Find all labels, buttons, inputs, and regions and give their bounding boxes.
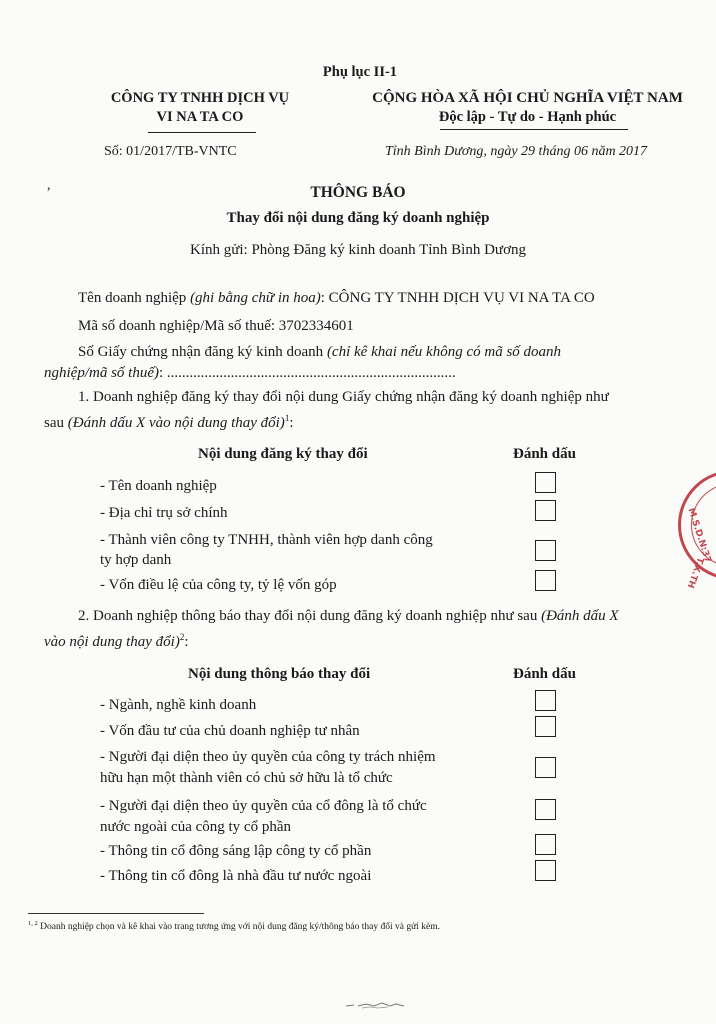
- tax-code-line: Mã số doanh nghiệp/Mã số thuế: 3702334601: [78, 318, 354, 334]
- s2-checkbox-rep-foreign[interactable]: [535, 799, 556, 820]
- company-name-line-2: VI NA TA CO: [156, 109, 244, 125]
- s1-checkbox-head-office[interactable]: [535, 500, 556, 521]
- s1-row-members-2: ty hợp danh: [100, 552, 172, 568]
- s1-row-members-1: - Thành viên công ty TNHH, thành viên hợp danh công: [100, 532, 433, 548]
- company-name-value: : CÔNG TY TNHH DỊCH VỤ VI NA TA CO: [320, 290, 595, 306]
- section2-intro-text: 2. Doanh nghiệp thông báo thay đổi nội dung đăng ký doanh nghiệp như sau: [78, 608, 542, 624]
- section1-intro-2: [44, 408, 674, 434]
- section2-col-mark: Đánh dấu: [513, 666, 576, 682]
- s2-row-investment-capital: - Vốn đầu tư của chủ doanh nghiệp tư nhân: [100, 723, 360, 739]
- section2-col-content: Nội dung thông báo thay đổi: [188, 666, 371, 682]
- certificate-line-2: [44, 363, 674, 384]
- footnote-marks: 1, 2: [28, 920, 38, 927]
- national-motto: Độc lập - Tự do - Hạnh phúc: [438, 109, 617, 125]
- national-heading: [355, 89, 700, 127]
- s2-checkbox-founding-shareholders[interactable]: [535, 834, 556, 855]
- s2-row-rep-foreign-1: - Người đại diện theo ủy quyền của cổ đông là tổ chức: [100, 798, 427, 814]
- notice-title: THÔNG BÁO: [310, 184, 406, 201]
- section2-hint-2: vào nội dung thay đổi): [44, 634, 180, 650]
- section1-col-content: Nội dung đăng ký thay đổi: [198, 446, 368, 462]
- s2-checkbox-business-lines[interactable]: [535, 690, 556, 711]
- footnote-divider: [28, 913, 204, 914]
- s1-row-head-office: - Địa chỉ trụ sở chính: [100, 505, 228, 521]
- footnote: [28, 920, 440, 932]
- section1-colon: :: [289, 415, 294, 431]
- s2-checkbox-investment-capital[interactable]: [535, 716, 556, 737]
- footnote-ref-1: 1: [284, 413, 290, 423]
- s2-row-rep-llc-1: - Người đại diện theo ủy quyền của công ty trách nhiệm: [100, 749, 436, 765]
- footnote-ref-2: 2: [179, 632, 185, 642]
- s1-checkbox-members[interactable]: [535, 540, 556, 561]
- footnote-text: Doanh nghiệp chọn và kê khai vào trang tương ứng với nội dung đăng ký/thông báo thay đổi và gửi kèm.: [37, 922, 441, 933]
- recipient-line: Kính gửi: Phòng Đăng ký kinh doanh Tỉnh Bình Dương: [190, 242, 526, 258]
- company-underline: [148, 132, 256, 133]
- stamp-text-2: T.X.TH: [684, 555, 705, 590]
- appendix-label: Phụ lục II-1: [322, 64, 398, 80]
- certificate-label: Số Giấy chứng nhận đăng ký kinh doanh: [78, 344, 327, 360]
- company-name-line: [78, 288, 678, 308]
- section2-intro: [78, 606, 678, 627]
- s2-row-rep-llc-2: hữu hạn một thành viên có chủ sở hữu là tổ chức: [100, 770, 393, 786]
- national-title: CỘNG HÒA XÃ HỘI CHỦ NGHĨA VIỆT NAM: [372, 90, 683, 106]
- s1-checkbox-company-name[interactable]: [535, 472, 556, 493]
- section2-colon: :: [184, 634, 189, 650]
- stray-mark: ,: [47, 178, 51, 193]
- s2-row-rep-foreign-2: nước ngoài của công ty cổ phần: [100, 819, 292, 835]
- company-name: [80, 89, 320, 127]
- s1-row-company-name: - Tên doanh nghiệp: [100, 478, 217, 494]
- s1-checkbox-charter-capital[interactable]: [535, 570, 556, 591]
- certificate-hint-1: (chỉ kê khai nếu không có mã số doanh: [326, 344, 562, 360]
- s2-checkbox-foreign-investors[interactable]: [535, 860, 556, 881]
- certificate-hint-2: nghiệp/mã số thuế): [44, 365, 159, 381]
- s2-row-business-lines: - Ngành, nghề kinh doanh: [100, 697, 257, 713]
- s2-row-foreign-investors: - Thông tin cổ đông là nhà đầu tư nước ngoài: [100, 868, 372, 884]
- section1-hint: (Đánh dấu X vào nội dung thay đổi): [67, 415, 285, 431]
- s2-checkbox-rep-llc[interactable]: [535, 757, 556, 778]
- s2-row-founding-shareholders: - Thông tin cổ đông sáng lập công ty cổ phần: [100, 843, 372, 859]
- section1-intro-sau: sau: [44, 415, 68, 431]
- motto-underline: [440, 129, 628, 130]
- s1-row-charter-capital: - Vốn điều lệ của công ty, tỷ lệ vốn góp: [100, 577, 337, 593]
- place-date: Tỉnh Bình Dương, ngày 29 tháng 06 năm 2017: [385, 144, 648, 159]
- company-name-line-1: CÔNG TY TNHH DỊCH VỤ: [110, 90, 290, 106]
- section2-hint-1: (Đánh dấu X: [541, 608, 619, 624]
- initials-scribble-icon: [344, 1000, 406, 1010]
- section1-col-mark: Đánh dấu: [513, 446, 576, 462]
- certificate-value: : .............................................................................: [158, 365, 456, 381]
- document-number: Số: 01/2017/TB-VNTC: [104, 144, 237, 159]
- section1-intro: 1. Doanh nghiệp đăng ký thay đổi nội dung Giấy chứng nhận đăng ký doanh nghiệp như: [78, 389, 609, 405]
- company-stamp: [678, 470, 716, 590]
- notice-subtitle: Thay đổi nội dung đăng ký doanh nghiệp: [226, 210, 490, 226]
- certificate-line: [44, 342, 674, 363]
- company-name-hint: (ghi bằng chữ in hoa): [190, 290, 321, 306]
- stamp-text-1: M.S.D.N:37: [685, 507, 713, 565]
- section2-intro-2: [44, 627, 674, 653]
- company-name-label: Tên doanh nghiệp: [78, 290, 191, 306]
